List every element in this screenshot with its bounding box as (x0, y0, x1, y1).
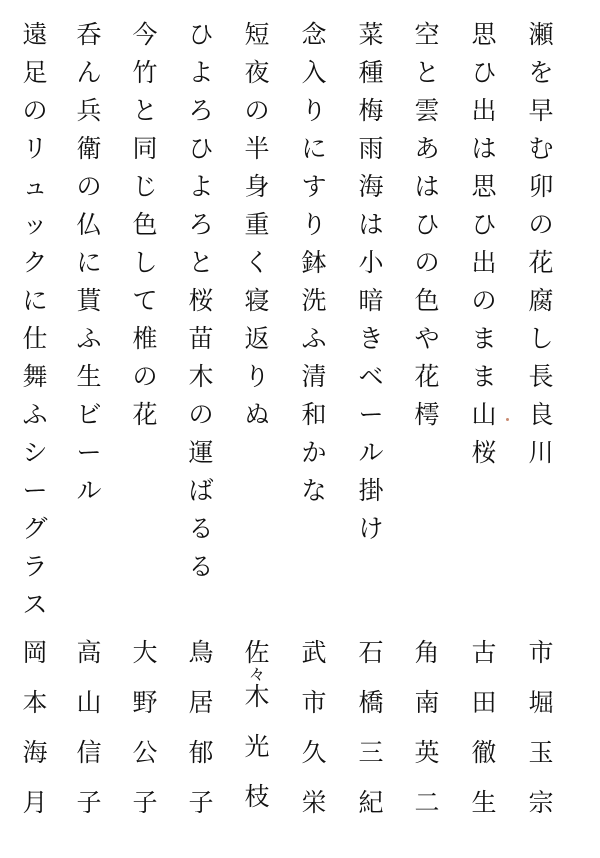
haiku-char: 和 (301, 400, 327, 429)
author-char: 本 (22, 688, 48, 717)
haiku-char: ひ (188, 20, 214, 49)
haiku-char: け (358, 514, 384, 543)
author-char: 公 (132, 738, 158, 767)
haiku-char: ビ (76, 400, 102, 429)
author-char: 英 (414, 738, 440, 767)
haiku-char: 鉢 (301, 248, 327, 277)
author-char: 子 (76, 788, 102, 817)
haiku-char: 念 (301, 20, 327, 49)
haiku-char: り (301, 210, 327, 239)
haiku-char: 返 (244, 324, 270, 353)
haiku-char: む (528, 134, 554, 163)
haiku-char: を (528, 58, 554, 87)
haiku-char: 腐 (528, 286, 554, 315)
haiku-char: 掛 (358, 476, 384, 505)
author-char: 宗 (528, 788, 554, 817)
haiku-char: 洗 (301, 286, 327, 315)
haiku-char: て (132, 286, 158, 315)
author-char: 岡 (22, 638, 48, 667)
haiku-char: 長 (528, 362, 554, 391)
haiku-char: ふ (76, 324, 102, 353)
haiku-char: ベ (358, 362, 384, 391)
haiku-char: な (301, 476, 327, 505)
author-char: 石 (358, 638, 384, 667)
haiku-char: 菜 (358, 20, 384, 49)
author-char: 高 (76, 638, 102, 667)
haiku-char: 雨 (358, 134, 384, 163)
haiku-char: 仏 (76, 210, 102, 239)
haiku-char: 今 (132, 20, 158, 49)
haiku-char: 寝 (244, 286, 270, 315)
haiku-char: 桜 (471, 438, 497, 467)
haiku-char: る (188, 514, 214, 543)
haiku-char: 貰 (76, 286, 102, 315)
haiku-char: ひ (188, 134, 214, 163)
haiku-char: ば (188, 476, 214, 505)
haiku-char: 小 (358, 248, 384, 277)
haiku-char: か (301, 438, 327, 467)
haiku-char: ひ (414, 210, 440, 239)
haiku-column (181, 22, 221, 580)
haiku-char: ー (22, 476, 48, 505)
haiku-char: き (358, 324, 384, 353)
author-char: 木 (244, 682, 270, 711)
haiku-char: の (76, 172, 102, 201)
haiku-char: 空 (414, 20, 440, 49)
haiku-char: の (132, 362, 158, 391)
haiku-char: 海 (358, 172, 384, 201)
author-char: 枝 (244, 782, 270, 811)
author-char: 角 (414, 638, 440, 667)
haiku-char: じ (132, 172, 158, 201)
haiku-char: 色 (132, 210, 158, 239)
haiku-char: ー (358, 400, 384, 429)
haiku-column (15, 22, 55, 618)
haiku-char: は (414, 172, 440, 201)
haiku-char: 遠 (22, 20, 48, 49)
haiku-char: 桜 (188, 286, 214, 315)
author-char: 月 (22, 788, 48, 817)
author-name (15, 640, 55, 816)
haiku-char: ラ (22, 552, 48, 581)
haiku-char: 思 (471, 172, 497, 201)
haiku-char: 卯 (528, 172, 554, 201)
author-char: 山 (76, 688, 102, 717)
haiku-column (407, 22, 447, 428)
haiku-char: ル (76, 476, 102, 505)
author-name (237, 640, 277, 810)
author-char: 子 (132, 788, 158, 817)
author-char: 海 (22, 738, 48, 767)
haiku-char: の (471, 286, 497, 315)
haiku-column (69, 22, 109, 504)
haiku-char: ク (22, 248, 48, 277)
haiku-char: の (414, 248, 440, 277)
haiku-char: リ (22, 134, 48, 163)
author-char: 光 (244, 732, 270, 761)
haiku-char: ュ (22, 172, 48, 201)
haiku-char: り (244, 362, 270, 391)
haiku-char: の (244, 96, 270, 125)
haiku-char: ふ (301, 324, 327, 353)
author-name (181, 640, 221, 816)
author-name (464, 640, 504, 816)
author-char: 久 (301, 738, 327, 767)
author-name (351, 640, 391, 816)
author-char: 信 (76, 738, 102, 767)
haiku-column (351, 22, 391, 542)
haiku-char: ッ (22, 210, 48, 239)
haiku-char: く (244, 248, 270, 277)
author-name (125, 640, 165, 816)
haiku-char: 身 (244, 172, 270, 201)
haiku-char: 花 (414, 362, 440, 391)
author-name (407, 640, 447, 816)
haiku-char: ぬ (244, 400, 270, 429)
haiku-char: ひ (471, 58, 497, 87)
haiku-char: ふ (22, 400, 48, 429)
author-char: 橋 (358, 688, 384, 717)
author-char: 紀 (358, 788, 384, 817)
haiku-char: ろ (188, 210, 214, 239)
haiku-char: 舞 (22, 362, 48, 391)
author-char: 野 (132, 688, 158, 717)
haiku-char: よ (188, 58, 214, 87)
author-char: 市 (301, 688, 327, 717)
haiku-char: ん (76, 58, 102, 87)
author-char: 堀 (528, 688, 554, 717)
haiku-column (237, 22, 277, 428)
haiku-char: 早 (528, 96, 554, 125)
haiku-char: グ (22, 514, 48, 543)
haiku-char: 色 (414, 286, 440, 315)
paper-speck (506, 418, 509, 421)
haiku-char: 清 (301, 362, 327, 391)
haiku-char: ひ (471, 210, 497, 239)
haiku-char: ル (358, 438, 384, 467)
haiku-char: 雲 (414, 96, 440, 125)
author-char: 武 (301, 638, 327, 667)
author-char: 居 (188, 688, 214, 717)
haiku-char: に (301, 134, 327, 163)
haiku-char: り (301, 96, 327, 125)
haiku-char: ま (471, 324, 497, 353)
haiku-char: し (528, 324, 554, 353)
haiku-char: 足 (22, 58, 48, 87)
author-char: 鳥 (188, 638, 214, 667)
haiku-char: と (188, 248, 214, 277)
haiku-char: 生 (76, 362, 102, 391)
author-char: 徹 (471, 738, 497, 767)
haiku-char: や (414, 324, 440, 353)
haiku-char: 苗 (188, 324, 214, 353)
haiku-char: 樗 (414, 400, 440, 429)
haiku-char: 半 (244, 134, 270, 163)
haiku-char: の (188, 400, 214, 429)
haiku-char: あ (414, 134, 440, 163)
haiku-char: 種 (358, 58, 384, 87)
haiku-char: 兵 (76, 96, 102, 125)
haiku-column (125, 22, 165, 428)
author-char: 郁 (188, 738, 214, 767)
haiku-char: は (358, 210, 384, 239)
haiku-char: 呑 (76, 20, 102, 49)
haiku-char: の (528, 210, 554, 239)
haiku-char: 出 (471, 96, 497, 125)
haiku-char: 運 (188, 438, 214, 467)
author-char: 二 (414, 788, 440, 817)
haiku-char: ろ (188, 96, 214, 125)
author-char: 玉 (528, 738, 554, 767)
haiku-char: 思 (471, 20, 497, 49)
author-char: 市 (528, 638, 554, 667)
haiku-char: 花 (132, 400, 158, 429)
author-char: 子 (188, 788, 214, 817)
author-name (521, 640, 561, 816)
haiku-char: る (188, 552, 214, 581)
haiku-char: 重 (244, 210, 270, 239)
haiku-char: 木 (188, 362, 214, 391)
haiku-char: シ (22, 438, 48, 467)
haiku-char: よ (188, 172, 214, 201)
haiku-char: す (301, 172, 327, 201)
haiku-char: 瀬 (528, 20, 554, 49)
author-char: 佐 (244, 638, 270, 667)
author-char: 々 (248, 665, 266, 685)
haiku-char: 短 (244, 20, 270, 49)
haiku-char: 出 (471, 248, 497, 277)
haiku-column (294, 22, 334, 504)
haiku-char: 山 (471, 400, 497, 429)
haiku-char: ー (76, 438, 102, 467)
haiku-char: 同 (132, 134, 158, 163)
haiku-column (521, 22, 561, 466)
haiku-char: と (414, 58, 440, 87)
haiku-char: の (22, 96, 48, 125)
haiku-char: に (22, 286, 48, 315)
author-name (69, 640, 109, 816)
haiku-char: に (76, 248, 102, 277)
haiku-char: 川 (528, 438, 554, 467)
author-char: 古 (471, 638, 497, 667)
haiku-char: 花 (528, 248, 554, 277)
haiku-char: 椎 (132, 324, 158, 353)
haiku-char: ま (471, 362, 497, 391)
author-char: 大 (132, 638, 158, 667)
author-char: 田 (471, 688, 497, 717)
haiku-char: 夜 (244, 58, 270, 87)
haiku-char: 衛 (76, 134, 102, 163)
haiku-char: ス (22, 590, 48, 619)
haiku-char: は (471, 134, 497, 163)
haiku-char: 仕 (22, 324, 48, 353)
author-char: 三 (358, 738, 384, 767)
haiku-column (464, 22, 504, 466)
author-char: 生 (471, 788, 497, 817)
haiku-char: と (132, 96, 158, 125)
author-char: 南 (414, 688, 440, 717)
author-name (294, 640, 334, 816)
haiku-char: 入 (301, 58, 327, 87)
haiku-char: 梅 (358, 96, 384, 125)
haiku-char: し (132, 248, 158, 277)
haiku-char: 竹 (132, 58, 158, 87)
haiku-char: 暗 (358, 286, 384, 315)
author-char: 栄 (301, 788, 327, 817)
haiku-char: 良 (528, 400, 554, 429)
